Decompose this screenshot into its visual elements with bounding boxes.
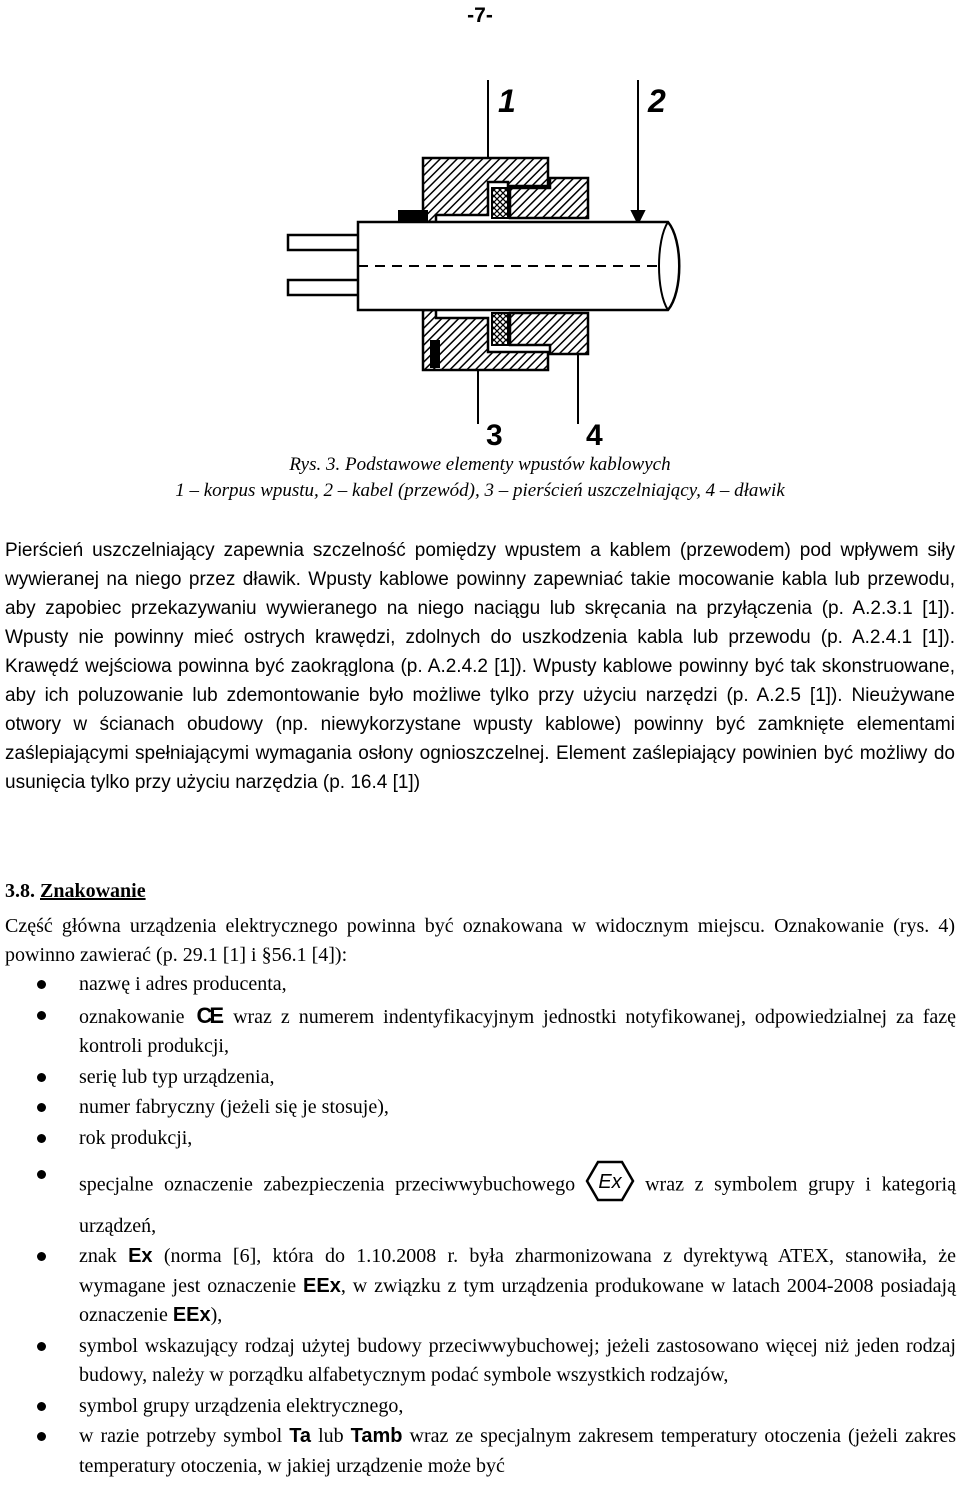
bullet-icon (37, 1103, 46, 1112)
bullet-icon (37, 980, 46, 989)
bullet-icon (37, 1134, 46, 1143)
list-item (0, 1154, 956, 1241)
section-title: Znakowanie (40, 880, 146, 902)
caption-line-2: 1 – korpus wpustu, 2 – kabel (przewód), 3 – pierścień uszczelniający, 4 – dławik (175, 480, 785, 501)
section-intro: Część główna urządzenia elektrycznego powinna być oznakowana w widocznym miejscu. Oznakowanie (rys. 4) powinno zawierać (p. 29.1 [1] i §56.1 [4]): (5, 915, 955, 966)
figure-label-1: 1 (498, 83, 516, 119)
gland-lower (423, 310, 588, 370)
tamb-symbol: Tamb (350, 1425, 403, 1447)
caption-line-1: Rys. 3. Podstawowe elementy wpustów kablowych (289, 454, 671, 475)
marking-requirements-list (0, 970, 960, 1482)
ex-hexagon-label: Ex (598, 1171, 622, 1193)
list-item-text: nazwę i adres producenta, (79, 973, 287, 995)
list-item (0, 1242, 956, 1331)
list-item-text: symbol wskazujący rodzaj użytej budowy przeciwwybuchowej; jeżeli zastosowano więcej niż jeden rodzaj budowy, należy w porządku alfabetycznym podać symbole wszystkich rodzajów, (79, 1334, 956, 1386)
list-item-text: wraz z symbolem grupy i kategorią urządzeń, (79, 1173, 956, 1237)
ex-symbol: Ex (128, 1245, 153, 1267)
list-item-text: wraz ze specjalnym zakresem temperatury otoczenia (jeżeli zakres temperatury otoczenia, w jakiej urządzenie może być (79, 1425, 957, 1477)
list-item-text: lub (318, 1425, 344, 1447)
bullet-icon (37, 1342, 46, 1351)
connection-pins (288, 235, 358, 295)
list-item-text: w razie potrzeby symbol (79, 1425, 283, 1447)
list-item-text: serię lub typ urządzenia, (79, 1065, 275, 1088)
figure-label-4: 4 (586, 419, 603, 452)
eex-symbol: EEx (172, 1304, 211, 1326)
bullet-icon (37, 1432, 46, 1441)
gland-upper (398, 158, 588, 222)
bullet-icon (37, 1073, 46, 1082)
list-item (0, 1093, 956, 1123)
list-item-text: znak (79, 1245, 117, 1267)
list-item-text: rok produkcji, (79, 1126, 193, 1149)
figure-caption (0, 452, 960, 504)
list-item-text: specjalne oznaczenie zabezpieczenia przeciwwybuchowego (79, 1173, 576, 1196)
list-item-text: wraz z numerem indentyfikacyjnym jednostki notyfikowanej, odpowiedzialnej za fazę kontroli produkcji, (79, 1005, 956, 1057)
section-heading (5, 880, 146, 903)
body-paragraph-1: Pierścień uszczelniający zapewnia szczelność pomiędzy wpustem a kablem (przewodem) pod wpływem siły wywieranej na niego przez dławik. Wpusty kablowe powinny zapewniać takie mocowanie kabla lub przewodu, aby zapobiec przekazywaniu wywieranego na niego naciągu lub skręcania na przyłączenia (p. A.2.3.1 [1]). Wpusty nie powinny mieć ostrych krawędzi, zdolnych do uszkodzenia kabla lub przewodu (p. A.2.4.1 [1]). Krawędź wejściowa powinna być zaokrąglona (p. A.2.4.2 [1]). Wpusty kablowe powinny być tak skonstruowane, aby ich poluzowanie lub zdemontowanie było możliwe tylko przy użyciu narzędzi (p. A.2.5 [1]). Nieużywane otwory w ścianach obudowy (np. niewykorzystane wpusty kablowe) powinny być zamknięte elementami zaślepiającymi spełniającymi wymagania osłony ognioszczelnej. Element zaślepiający powinien być możliwy do usunięcia tylko przy użyciu narzędzia (p. 16.4 [1]) (5, 540, 955, 793)
list-item-text: , w związku z tym urządzenia produkowane w latach 2004-2008 posiadają oznaczenie (79, 1274, 956, 1326)
ce-mark-icon: CE (196, 1002, 222, 1028)
section-number: 3.8. (5, 880, 35, 902)
cable (358, 222, 679, 310)
list-item (0, 1422, 956, 1481)
figure-label-2: 2 (648, 83, 666, 119)
list-item-text: oznakowanie (79, 1005, 185, 1028)
page-number: -7- (467, 4, 493, 27)
list-item-text: symbol grupy urządzenia elektrycznego, (79, 1394, 404, 1417)
figure-label-3: 3 (486, 419, 503, 452)
ta-symbol: Ta (289, 1425, 312, 1447)
bullet-icon (37, 1170, 46, 1179)
ex-hexagon-icon (585, 1160, 635, 1212)
list-item (0, 1392, 956, 1422)
list-item (0, 970, 956, 1000)
list-item (0, 1124, 956, 1154)
bullet-icon (37, 1011, 46, 1020)
list-item (0, 1063, 956, 1093)
eex-symbol: EEx (303, 1274, 341, 1297)
bullet-icon (37, 1252, 46, 1261)
list-item (0, 1001, 956, 1062)
cable-gland-drawing (248, 70, 708, 454)
list-item-text: ), (210, 1304, 223, 1326)
list-item (0, 1332, 956, 1391)
cable-gland-figure (248, 70, 708, 454)
bullet-icon (37, 1402, 46, 1411)
list-item-text: (norma [6], która do 1.10.2008 r. była zharmonizowana z dyrektywą ATEX, stanowiła, że wymagane jest oznaczenie (79, 1245, 956, 1297)
list-item-text: numer fabryczny (jeżeli się je stosuje), (79, 1096, 389, 1118)
